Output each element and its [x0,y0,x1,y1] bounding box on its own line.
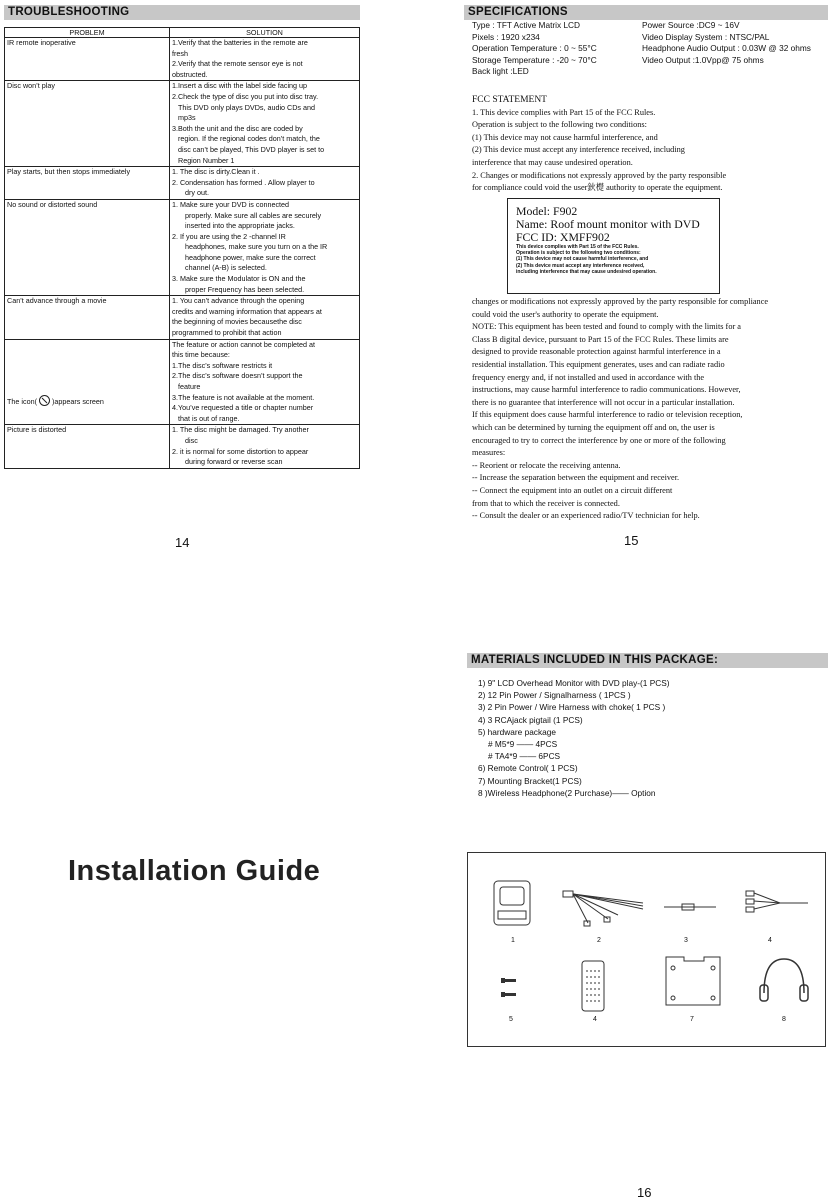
list-item: # M5*9 —— 4PCS [488,739,558,750]
problem-cell [5,339,170,425]
fcc-line: instructions, may cause harmful interference to radio communications. However, [472,385,741,395]
fcc-line: (1) This device may not cause harmful interference, and [472,132,658,142]
figure-label: 4 [593,1016,597,1023]
list-item: 7) Mounting Bracket(1 PCS) [478,775,582,786]
fcc-line: designed to provide reasonable protection against harmful interference in a [472,347,721,357]
wire-harness-icon [563,891,643,926]
solution-line: This DVD only plays DVDs, audio CDs and [178,102,316,112]
spec-pixels: Pixels : 1920 x234 [472,31,540,42]
solution-line: obstructed. [172,69,208,79]
label-model: Model: F902 [516,204,578,218]
fcc-line: could void the user's authority to operate the equipment. [472,309,659,319]
list-item: 2) 12 Pin Power / Signalharness ( 1PCS ) [478,690,631,701]
solution-line: 1.Insert a disc with the label side facing up [172,81,308,91]
materials-header: MATERIALS INCLUDED IN THIS PACKAGE: [467,653,828,668]
fcc-line: there is no guarantee that interference will not occur in a particular installation. [472,397,735,407]
fcc-title: FCC STATEMENT [472,95,547,105]
figure-label: 1 [511,937,515,944]
list-item: 4) 3 RCAjack pigtail (1 PCS) [478,714,583,725]
solution-line: proper Frequency has been selected. [185,284,305,294]
problem-cell: Can’t advance through a movie [5,296,170,339]
fcc-line: 1. This device complies with Part 15 of the FCC Rules. [472,107,656,117]
solution-line: programmed to prohibit that action [172,328,282,338]
solution-line: properly. Make sure all cables are securely [185,210,322,220]
label-fcc-id: FCC ID: XMFF902 [516,230,610,244]
fcc-line: -- Connect the equipment into an outlet on a circuit different [472,485,673,495]
spec-backlight: Back light :LED [472,66,529,76]
label-small-line: This device complies with Part 15 of the FCC Rules. [516,244,639,250]
spec-video-output: Video Output :1.0Vpp@ 75 ohms [642,54,764,65]
troubleshooting-header: TROUBLESHOOTING [4,5,360,20]
fcc-line: encouraged to try to correct the interference by one or more of the following [472,435,726,445]
fcc-line: If this equipment does cause harmful interference to radio or television reception, [472,410,743,420]
fcc-line: Class B digital device, pursuant to Part 15 of the FCC Rules. These limits are [472,334,729,344]
installation-guide-title: Installation Guide [68,855,321,887]
spec-type: Type : TFT Active Matrix LCD [472,20,581,30]
solution-line: disc can’t be played, This DVD player is set to [178,144,325,154]
fcc-line: -- Reorient or relocate the receiving antenna. [472,460,621,470]
fcc-line: Operation is subject to the following two conditions: [472,120,647,130]
fcc-line: which can be determined by turning the equipment off and on, the user is [472,422,715,432]
solution-line: channel (A-B) is selected. [185,263,267,273]
headphones-icon [760,959,808,1001]
solution-line: Region Number 1 [178,155,235,165]
fcc-line: for compliance could void the user鈥檚 authority to operate the equipment. [472,183,723,193]
solution-line: disc [185,435,198,445]
list-item: # TA4*9 —— 6PCS [488,751,561,762]
table-row [5,38,360,81]
solution-cell [170,199,360,295]
solution-line: mp3s [178,113,196,123]
label-small-line: (2) This device must accept any interference received, [516,262,645,269]
page-number-15: 15 [624,533,639,548]
fcc-line: 2. Changes or modifications not expressly approved by the party responsible [472,170,727,180]
fcc-line: interference that may cause undesired operation. [472,157,633,167]
solution-line: 3. Make sure the Modulator is ON and the [172,274,306,284]
spec-right-column [642,20,811,66]
solution-line: feature [178,382,201,391]
page-number-16: 16 [637,1185,652,1200]
materials-list [478,677,670,799]
solution-line: region. If the regional codes don’t match, the [178,134,320,144]
page-number-14: 14 [175,535,190,550]
spec-power-source: Power Source :DC9 ~ 16V [642,20,740,30]
problem-column-header: PROBLEM [5,28,170,38]
list-item: 6) Remote Control( 1 PCS) [478,763,578,774]
table-row [5,296,360,339]
spec-left-column [472,20,597,78]
solution-line: 1.The disc’s software restricts it [172,360,273,370]
label-small-line: including interference that may cause undesired operation. [516,268,657,275]
label-small-line: Operation is subject to the following two conditions: [516,250,641,257]
solution-line: 2.Check the type of disc you put into disc tray. [172,91,319,101]
list-item: 3) 2 Pin Power / Wire Harness with choke( 1 PCS ) [478,702,666,713]
package-illustration [468,853,825,1046]
solution-line: that is out of range. [178,413,240,423]
mounting-bracket-icon [666,957,720,1005]
spec-headphone-output: Headphone Audio Output : 0.03W @ 32 ohms [642,43,811,53]
spec-storage-temp: Storage Temperature : -20 ~ 70°C [472,54,597,65]
solution-line: 1. You can’t advance through the opening [172,296,305,306]
solution-line: 2. If you are using the 2 -channel IR [172,231,286,241]
label-name: Name: Roof mount monitor with DVD [516,217,700,231]
list-item: 8 )Wireless Headphone(2 Purchase)—— Option [478,787,656,798]
figure-label: 5 [509,1016,513,1023]
solution-line: 1. The disc is dirty.Clean it . [172,167,260,177]
solution-line: headphone power, make sure the correct [185,252,316,262]
fcc-product-label [507,198,720,294]
solution-cell [170,167,360,200]
package-contents-figure [467,852,826,1047]
solution-line: The feature or action cannot be completed at [172,339,316,349]
solution-line: fresh [172,48,188,58]
list-item: 1) 9" LCD Overhead Monitor with DVD play-(1 PCS) [478,678,670,688]
solution-cell [170,81,360,167]
solution-column-header: SOLUTION [170,28,360,38]
solution-line: 1.Verify that the batteries in the remote are [172,38,308,47]
solution-line: 3.Both the unit and the disc are coded by [172,123,303,133]
fcc-statement-bottom [472,296,822,523]
solution-line: headphones, make sure you turn on a the IR [185,242,328,252]
spec-video-display: Video Display System : NTSC/PAL [642,31,770,42]
label-small-line: (1) This device may not cause harmful interference, and [516,256,649,263]
figure-label: 8 [782,1016,786,1023]
screws-icon [501,978,516,997]
power-wire-icon [664,904,716,910]
solution-cell [170,425,360,468]
solution-line: the beginning of movies becausethe disc [172,317,302,327]
table-row [5,167,360,200]
figure-label: 7 [690,1016,694,1023]
fcc-line: -- Consult the dealer or an experienced radio/TV technician for help. [472,511,700,521]
prohibited-icon [39,395,50,406]
table-header-row [5,28,360,38]
solution-cell [170,38,360,81]
fcc-line: residential installation. This equipment generates, uses and can radiate radio [472,359,725,369]
solution-line: during forward or reverse scan [185,457,283,467]
solution-line: 4.You’ve requested a title or chapter number [172,403,314,413]
remote-control-icon [582,961,604,1011]
figure-label: 4 [768,937,772,944]
solution-line: 3.The feature is not available at the moment. [172,392,315,402]
solution-line: 2. Condensation has formed . Allow player to [172,177,315,187]
fcc-line: from that to which the receiver is connected. [472,498,620,508]
solution-line: 2.Verify that the remote sensor eye is not [172,59,303,69]
table-row [5,81,360,167]
solution-line: inserted into the appropriate jacks. [185,221,295,231]
fcc-line: (2) This device must accept any interference received, including [472,145,685,155]
specifications-header: SPECIFICATIONS [464,5,828,20]
problem-cell: Disc won’t play [5,81,170,167]
monitor-icon [494,881,530,925]
solution-cell [170,339,360,425]
rca-pigtail-icon [746,891,808,912]
figure-label: 3 [684,937,688,944]
solution-line: 2.The disc’s software doesn’t support the [172,371,303,381]
figure-label: 2 [597,937,601,944]
fcc-statement-top [472,94,822,195]
solution-line: this time because: [172,350,230,360]
table-row [5,339,360,425]
problem-cell: Picture is distorted [5,425,170,468]
fcc-line: frequency energy and, if not installed and used in accordance with the [472,372,705,382]
problem-cell: No sound or distorted sound [5,199,170,295]
table-row [5,199,360,295]
fcc-line: measures: [472,448,506,458]
problem-suffix: )appears screen [51,396,104,406]
list-item: 5) hardware package [478,726,556,737]
solution-line: 2. it is normal for some distortion to appear [172,446,309,456]
troubleshooting-table [4,27,360,469]
fcc-line: NOTE: This equipment has been tested and found to comply with the limits for a [472,322,741,332]
problem-cell: IR remote inoperative [5,38,170,81]
fcc-line: changes or modifications not expressly approved by the party responsible for compliance [472,297,769,306]
problem-prefix: The icon( [7,396,37,406]
spec-operation-temp: Operation Temperature : 0 ~ 55°C [472,43,597,53]
fcc-line: -- Increase the separation between the equipment and receiver. [472,473,680,483]
table-row [5,425,360,468]
solution-line: 1. Make sure your DVD is connected [172,199,290,209]
problem-cell: Play starts, but then stops immediately [5,167,170,200]
solution-line: dry out. [185,188,209,198]
solution-line: 1. The disc might be damaged. Try another [172,425,309,435]
solution-cell [170,296,360,339]
solution-line: credits and warning information that appears at [172,306,322,316]
